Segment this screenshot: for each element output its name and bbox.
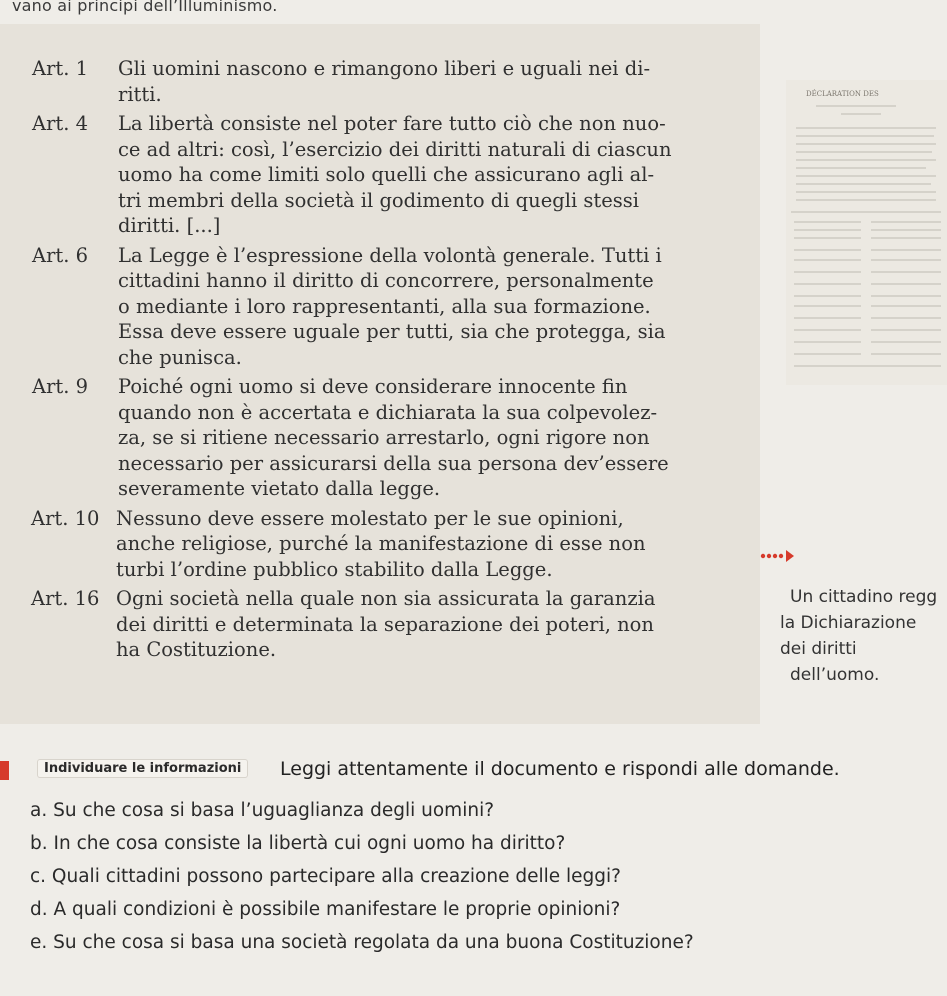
article-number: Art. 10 bbox=[31, 506, 100, 530]
article-line: uomo ha come limiti solo quelli che assicurano agli al- bbox=[118, 163, 655, 186]
article-line: turbi l’ordine pubblico stabilito dalla Legge. bbox=[116, 557, 553, 581]
article-line: o mediante i loro rappresentanti, alla sua formazione. bbox=[118, 294, 651, 318]
article-line: La Legge è l’espressione della volontà generale. Tutti i bbox=[118, 243, 662, 267]
caption-line: dell’uomo. bbox=[790, 665, 880, 685]
article-line: Nessuno deve essere molestato per le sue opinioni, bbox=[116, 506, 624, 530]
article-4 bbox=[0, 111, 760, 239]
caption-line: Un cittadino regg bbox=[790, 587, 938, 607]
article-6 bbox=[0, 243, 760, 371]
article-line: tri membri della società il godimento di quegli stessi bbox=[118, 188, 640, 212]
article-line: dei diritti e determinata la separazione dei poteri, non bbox=[116, 612, 654, 636]
article-line: ha Costituzione. bbox=[116, 638, 277, 661]
article-number: Art. 6 bbox=[32, 243, 89, 267]
question-e: e. Su che cosa si basa una società regolata da una buona Costituzione? bbox=[30, 932, 694, 953]
question-c: c. Quali cittadini possono partecipare alla creazione delle leggi? bbox=[30, 866, 621, 887]
top-text-fragment: vano ai principi dell’Illuminismo. bbox=[12, 0, 278, 15]
article-10 bbox=[0, 506, 760, 583]
article-line: za, se si ritiene necessario arrestarlo, ogni rigore non bbox=[118, 426, 650, 449]
caption-line: la Dichiarazione bbox=[780, 613, 917, 633]
article-1 bbox=[0, 56, 760, 107]
article-line: diritti. [...] bbox=[118, 214, 221, 237]
article-line: La libertà consiste nel poter fare tutto ciò che non nuo- bbox=[118, 112, 666, 135]
article-number: Art. 16 bbox=[31, 587, 100, 610]
article-line: severamente vietato dalla legge. bbox=[118, 477, 441, 500]
exercise-number-marker-icon bbox=[0, 761, 9, 780]
caption-line: dei diritti bbox=[780, 639, 857, 659]
image-caption bbox=[772, 584, 937, 688]
arrow-pointer-icon bbox=[757, 550, 797, 562]
exercise-instruction: Leggi attentamente il documento e rispondi alle domande. bbox=[280, 758, 840, 780]
exercise-badge: Individuare le informazioni bbox=[38, 760, 247, 777]
article-9 bbox=[0, 374, 760, 502]
exercise-number bbox=[0, 758, 20, 782]
article-line: necessario per assicurarsi della sua persona dev’essere bbox=[118, 451, 669, 475]
article-line: Essa deve essere uguale per tutti, sia che protegga, sia bbox=[118, 320, 666, 343]
article-number: Art. 1 bbox=[32, 57, 89, 80]
article-line: cittadini hanno il diritto di concorrere, personalmente bbox=[118, 269, 654, 292]
article-line: anche religiose, purché la manifestazione di esse non bbox=[116, 532, 646, 555]
questions-list bbox=[30, 800, 694, 965]
question-a: a. Su che cosa si basa l’uguaglianza degli uomini? bbox=[30, 800, 495, 821]
article-line: Poiché ogni uomo si deve considerare innocente fin bbox=[118, 375, 628, 398]
article-number: Art. 4 bbox=[32, 112, 89, 135]
declaration-document-image bbox=[786, 80, 947, 385]
article-line: Ogni società nella quale non sia assicurata la garanzia bbox=[116, 587, 656, 610]
article-line: quando non è accertata e dichiarata la sua colpevolez- bbox=[118, 400, 658, 424]
article-line: Gli uomini nascono e rimangono liberi e uguali nei di- bbox=[118, 57, 651, 80]
document-title-text: DÉCLARATION DES bbox=[806, 90, 879, 98]
article-line: che punisca. bbox=[118, 345, 242, 369]
article-16 bbox=[0, 586, 760, 663]
article-line: ce ad altri: così, l’esercizio dei diritti naturali di ciascun bbox=[118, 137, 672, 161]
article-line: ritti. bbox=[118, 82, 162, 106]
question-d: d. A quali condizioni è possibile manifestare le proprie opinioni? bbox=[30, 899, 621, 920]
question-b: b. In che cosa consiste la libertà cui ogni uomo ha diritto? bbox=[30, 833, 566, 854]
article-number: Art. 9 bbox=[32, 375, 89, 398]
articles-list bbox=[0, 56, 760, 667]
